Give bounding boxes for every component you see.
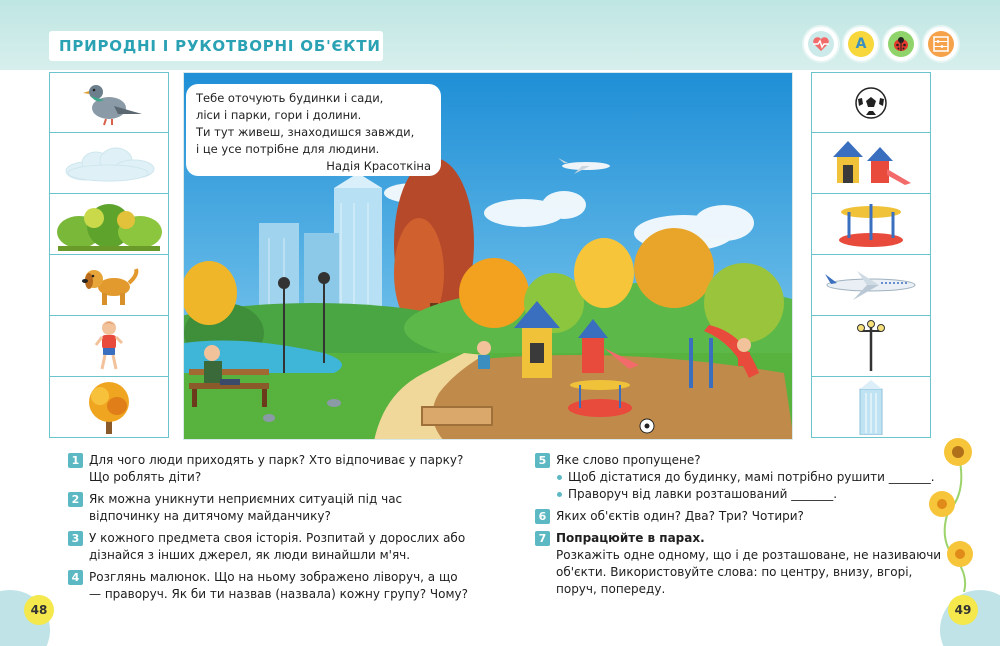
question-3 <box>68 530 473 564</box>
question-text: Яких об'єктів один? Два? Три? Чотири? <box>556 509 804 523</box>
question-5 <box>535 452 945 503</box>
airplane-icon <box>823 268 919 302</box>
pigeon-icon <box>74 78 144 128</box>
question-text: У кожного предмета своя історія. Розпитай у дорослих або дізнайся з інших джерел, як люди винайшли м'яч. <box>89 531 466 562</box>
title-box <box>49 31 383 61</box>
ladybug-icon <box>884 27 918 61</box>
manmade-objects-column <box>811 72 931 438</box>
question-2 <box>68 491 473 525</box>
skyscraper-icon <box>856 379 886 435</box>
question-6 <box>535 508 945 525</box>
question-number: 7 <box>535 531 550 546</box>
question-number: 1 <box>68 453 83 468</box>
soccer-ball-cell[interactable] <box>811 72 931 133</box>
dog-icon <box>78 263 140 307</box>
questions-right <box>535 452 945 603</box>
dog-cell[interactable] <box>49 255 169 316</box>
question-1 <box>68 452 473 486</box>
question-text: Розглянь малюнок. Що на ньому зображено ліворуч, а що — праворуч. Як би ти назвав (назвала) кожну групу? Чому? <box>89 570 469 601</box>
page-title: ПРИРОДНІ І РУКОТВОРНІ ОБ'ЄКТИ <box>59 37 381 55</box>
page-number-left: 48 <box>24 595 54 625</box>
question-text: Як можна уникнути неприємних ситуацій під час відпочинку на дитячому майданчику? <box>89 492 403 523</box>
clouds-icon <box>56 141 162 185</box>
street-lamp-icon <box>854 319 888 373</box>
question-7 <box>535 530 945 598</box>
header-icons <box>804 27 958 61</box>
bullet-item: Щоб дістатися до будинку, мамі потрібно рушити _______. <box>556 469 945 486</box>
street-lamp-cell[interactable] <box>811 316 931 377</box>
question-text: Розкажіть одне одному, що і де розташоване, не називаючи об'єкти. Використовуйте слова: по центру, внизу, вгорі, поруч, попереду. <box>556 548 942 596</box>
abacus-icon <box>924 27 958 61</box>
questions-left <box>68 452 473 608</box>
flowers-decoration <box>928 432 990 592</box>
question-number: 5 <box>535 453 550 468</box>
question-number: 4 <box>68 570 83 585</box>
playground-slide-cell[interactable] <box>811 133 931 194</box>
autumn-tree-icon <box>84 380 134 434</box>
playground-slide-icon <box>829 137 913 189</box>
question-number: 2 <box>68 492 83 507</box>
poem-line: Ти тут живеш, знаходишся завжди, <box>196 125 415 139</box>
question-4 <box>68 569 473 603</box>
poem-author: Надія Красоткіна <box>326 159 431 173</box>
bushes-icon <box>54 196 164 252</box>
question-text: Для чого люди приходять у парк? Хто відпочиває у парку? Що роблять діти? <box>89 453 464 484</box>
question-number: 6 <box>535 509 550 524</box>
poem-line: ліси і парки, гори і долини. <box>196 108 362 122</box>
poem-line: і це усе потрібне для людини. <box>196 142 380 156</box>
question-title: Попрацюйте в парах. <box>556 531 705 545</box>
page-number-right: 49 <box>948 595 978 625</box>
question-number: 3 <box>68 531 83 546</box>
autumn-tree-cell[interactable] <box>49 377 169 438</box>
poem-box <box>186 84 441 176</box>
question-text: Яке слово пропущене? <box>556 453 701 467</box>
poem-line: Тебе оточують будинки і сади, <box>196 91 384 105</box>
pigeon-cell[interactable] <box>49 72 169 133</box>
natural-objects-column <box>49 72 169 438</box>
clouds-cell[interactable] <box>49 133 169 194</box>
bushes-cell[interactable] <box>49 194 169 255</box>
letter-a-icon: A <box>844 27 878 61</box>
bullet-item: Праворуч від лавки розташований _______. <box>556 486 945 503</box>
carousel-icon <box>835 200 907 248</box>
heart-pulse-icon <box>804 27 838 61</box>
boy-icon <box>94 319 124 373</box>
boy-cell[interactable] <box>49 316 169 377</box>
skyscraper-cell[interactable] <box>811 377 931 438</box>
carousel-cell[interactable] <box>811 194 931 255</box>
airplane-cell[interactable] <box>811 255 931 316</box>
soccer-ball-icon <box>854 86 888 120</box>
